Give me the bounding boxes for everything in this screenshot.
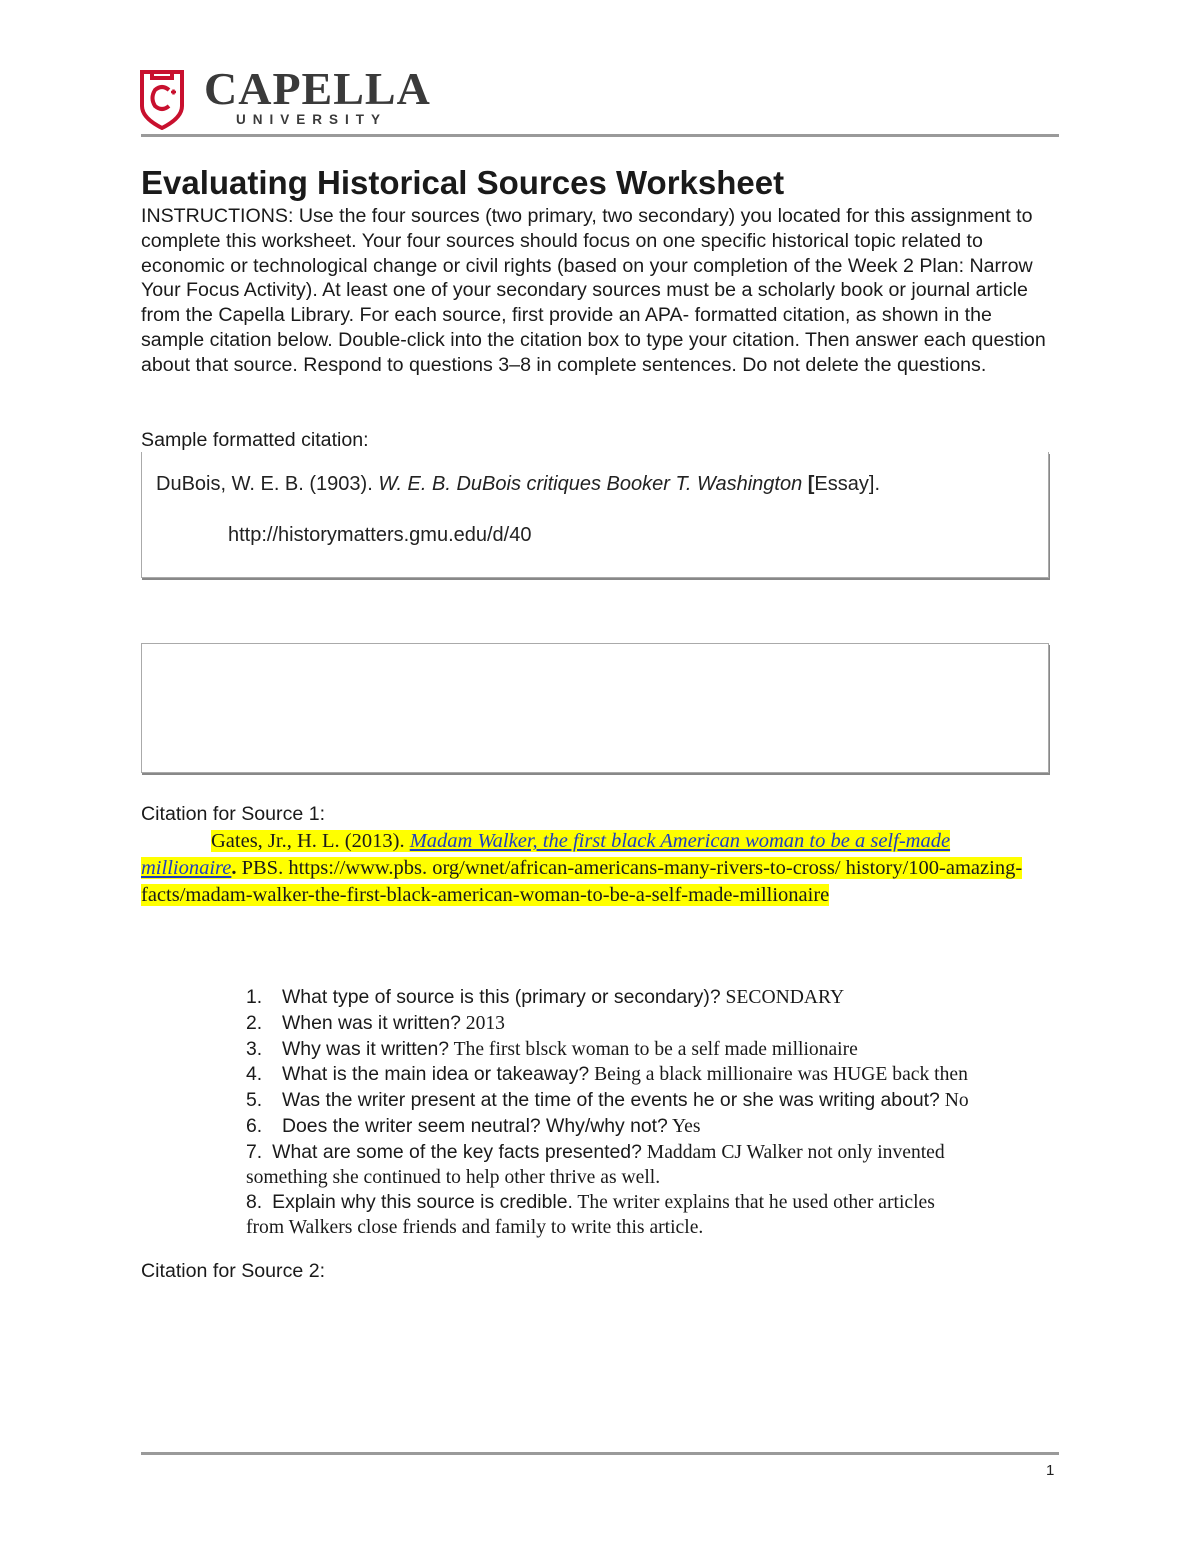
question-item: 4. What is the main idea or takeaway? Being a black millionaire was HUGE back then (246, 1063, 968, 1086)
question-item: 6. Does the writer seem neutral? Why/why not? Yes (246, 1114, 701, 1137)
sample-author: DuBois, W. E. B. (1903). (156, 473, 379, 495)
logo-wordmark: CAPELLA (204, 63, 431, 114)
answer-text[interactable]: Being a black millionaire was HUGE back then (589, 1064, 968, 1086)
answer-text[interactable]: The writer explains that he used other articles (572, 1192, 935, 1214)
question-item: 8. Explain why this source is credible. The writer explains that he used other articles (246, 1191, 935, 1214)
source1-period: . (231, 857, 237, 879)
answer-continuation[interactable]: something she continued to help other thrive as well. (246, 1166, 661, 1188)
answer-continuation[interactable]: from Walkers close friends and family to write this article. (246, 1217, 704, 1239)
sample-essay: Essay]. (814, 473, 880, 495)
answer-text[interactable]: Yes (667, 1115, 701, 1137)
source1-title-link[interactable]: Madam Walker, the first black American woman to be a self-made millionaire (141, 830, 951, 879)
question-item: 7. What are some of the key facts presented? Maddam CJ Walker not only invented (246, 1140, 945, 1163)
header-divider (141, 134, 1059, 137)
sample-citation-url: http://historymatters.gmu.edu/d/40 (228, 524, 532, 546)
logo-subtitle: UNIVERSITY (236, 112, 388, 127)
sample-work-title: W. E. B. DuBois critiques Booker T. Washington (378, 473, 803, 495)
citation-input-box[interactable] (141, 643, 1049, 773)
source1-label: Citation for Source 1: (141, 803, 326, 825)
sample-citation-box (141, 452, 1049, 578)
instructions-text: INSTRUCTIONS: Use the four sources (two primary, two secondary) you located for this assignment to complete this worksheet. Your four sources should focus on one specific historical topic related to economic or technological change or civil rights (based on your completion of the Week 2 Plan: Narrow Your Focus Activity). At least one of your secondary sources must be a scholarly book or journal article from the Capella Library. For each source, first provide an APA- formatted citation, as shown in the sample citation below. Double-click into the citation box to type your citation. Then answer each question about that source. Respond to questions 3–8 in complete sentences. Do not delete the questions. (141, 205, 1046, 376)
question-item: 5. Was the writer present at the time of the events he or she was writing about? No (246, 1089, 969, 1112)
source1-citation[interactable] (141, 828, 1041, 909)
page-title: Evaluating Historical Sources Worksheet (141, 164, 785, 201)
footer-divider (141, 1452, 1059, 1455)
answer-text[interactable]: No (939, 1090, 969, 1112)
question-item: 1. What type of source is this (primary or secondary)? SECONDARY (246, 986, 845, 1008)
answer-text[interactable]: The first blsck woman to be a self made millionaire (449, 1038, 858, 1060)
question-item: 2. When was it written? 2013 (246, 1011, 505, 1034)
source1-author: Gates, Jr., H. L. (2013). (211, 830, 410, 852)
question-list (246, 985, 1066, 1241)
answer-text[interactable]: SECONDARY (720, 987, 845, 1008)
shield-logo-icon (140, 68, 184, 130)
sample-citation-line (156, 472, 880, 496)
page-number: 1 (1046, 1462, 1055, 1479)
source2-label: Citation for Source 2: (141, 1260, 326, 1282)
capella-logo (140, 63, 431, 132)
answer-text[interactable]: Maddam CJ Walker not only invented (641, 1141, 945, 1163)
sample-bracket: [ (802, 473, 815, 495)
answer-text[interactable]: 2013 (460, 1012, 505, 1034)
sample-citation-label: Sample formatted citation: (141, 429, 369, 451)
source1-url: PBS. https://www.pbs. org/wnet/african-americans-many-rivers-to-cross/ history/100-amazing-facts/madam-walker-the-first-black-american-woman-to-be-a-self-made-millionaire (141, 857, 1023, 906)
question-item: 3. Why was it written? The first blsck woman to be a self made millionaire (246, 1037, 858, 1060)
